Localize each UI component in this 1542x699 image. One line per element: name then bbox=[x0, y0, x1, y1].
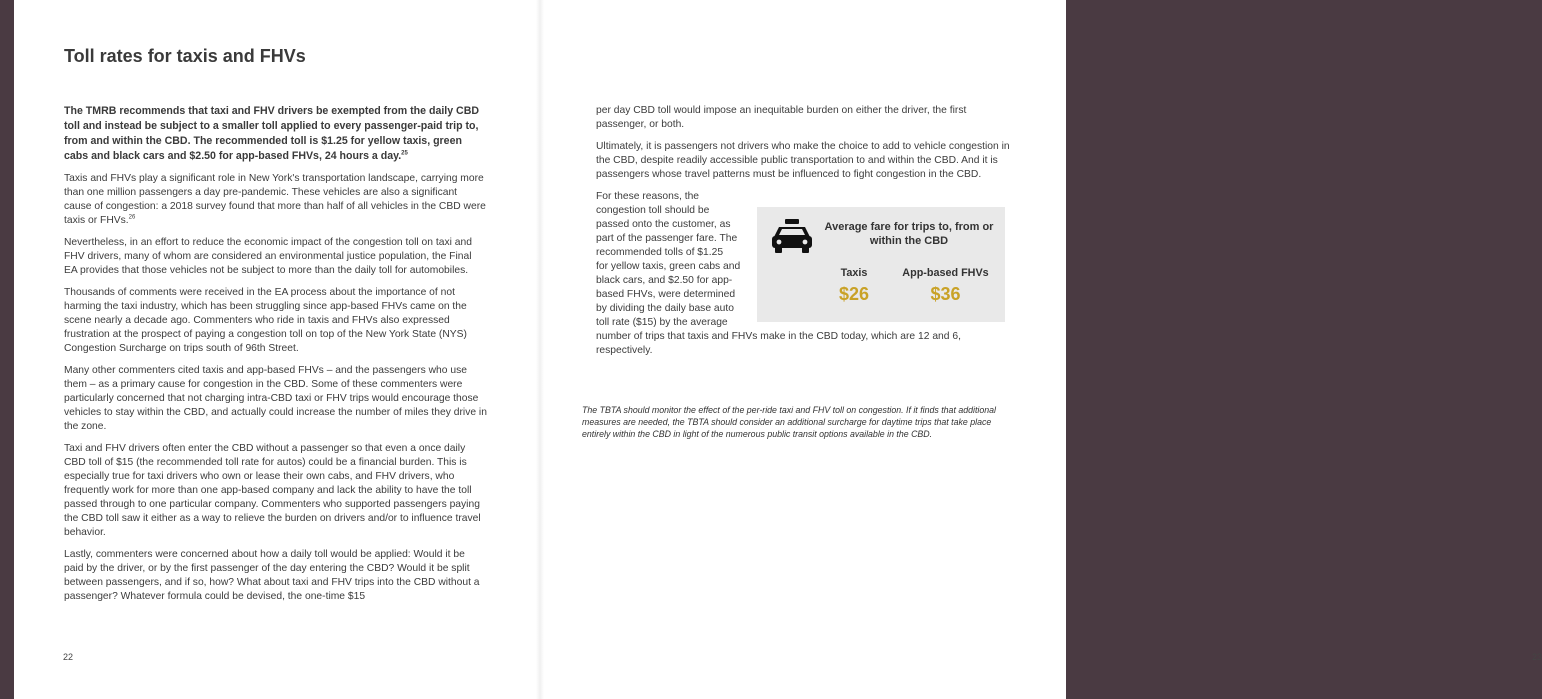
body-paragraph: Thousands of comments were received in the EA process about the importance of not harming the taxi industry, which has been struggling since app-based FHVs came on the scene nearly a decade ago. Commenters who ride in taxis and FHVs also expressed frustration at the prospect of paying a congestion toll on top of the New York State (NYS) Congestion Surcharge on trips south of 96th Street. bbox=[64, 287, 467, 354]
wrapped-line: black cars, and $2.50 for app- bbox=[596, 275, 733, 286]
page-title: Toll rates for taxis and FHVs bbox=[64, 46, 306, 66]
paragraph-continuation: number of trips that taxis and FHVs make in the CBD today, which are 12 and 6, respectively. bbox=[596, 331, 961, 356]
paragraph-text: Taxis and FHVs play a significant role in New York's transportation landscape, carrying more than one million passengers a day pre-pandemic. These vehicles are also a significant cause of congestion: a 2018 survey found that more than half of all vehicles in the CBD were taxis or FHVs. bbox=[64, 173, 486, 226]
body-paragraph bbox=[64, 172, 487, 228]
page-left bbox=[14, 0, 540, 699]
page-right bbox=[540, 0, 1542, 699]
wrapped-line: part of the passenger fare. The bbox=[596, 233, 738, 244]
wrapped-line: recommended tolls of $1.25 bbox=[596, 247, 724, 258]
lead-paragraph bbox=[64, 104, 487, 164]
average-fare-box bbox=[757, 207, 1005, 322]
body-paragraph: Nevertheless, in an effort to reduce the economic impact of the congestion toll on taxi and FHV drivers, many of whom are considered an environmental justice population, the Final EA provides that those vehicles not be subject to more than the daily toll for automobiles. bbox=[64, 237, 472, 276]
page-number: 23 bbox=[1532, 652, 1542, 662]
left-column bbox=[64, 104, 487, 612]
wrapped-line: based FHVs, were determined bbox=[596, 289, 736, 300]
body-paragraph: Ultimately, it is passengers not drivers who make the choice to add to vehicle congestion in the CBD, despite readily accessible public transportation to and within the CBD. And it is passengers whose travel patterns must be influenced to fight congestion in the CBD. bbox=[596, 141, 1010, 180]
wrapped-line: For these reasons, the bbox=[596, 191, 700, 202]
fare-box-title: Average fare for trips to, from or within the CBD bbox=[824, 221, 994, 247]
page-number: 22 bbox=[63, 652, 74, 662]
wrapped-line: congestion toll should be bbox=[596, 205, 710, 216]
footnote-ref: 26 bbox=[128, 214, 136, 221]
taxi-icon bbox=[770, 217, 814, 255]
wrapped-line: passed onto the customer, as bbox=[596, 219, 731, 230]
fhv-fare-value: $36 bbox=[930, 284, 961, 304]
body-paragraph: Lastly, commenters were concerned about how a daily toll would be applied: Would it be paid by the driver, or by the first passenger of the day entering the CBD? Would it be split between passengers, and if so, how? What about taxi and FHV trips into the CBD without a passenger? Whatever formula could be devised, the one-time $15 bbox=[64, 549, 480, 602]
fhv-fare-label: App-based FHVs bbox=[902, 267, 989, 279]
fhv-fare bbox=[877, 267, 1014, 305]
footnote-ref: 25 bbox=[401, 150, 408, 157]
wrapped-line: by dividing the daily base auto bbox=[596, 303, 734, 314]
lead-text: The TMRB recommends that taxi and FHV drivers be exempted from the daily CBD toll and instead be subject to a smaller toll applied to every passenger-paid trip to, from and within the CBD. The recommended toll is $1.25 for yellow taxis, green cabs and black cars and $2.50 for app-based FHVs, 24 hours a day. bbox=[64, 105, 480, 162]
taxi-fare-label: Taxis bbox=[840, 267, 868, 279]
document-spread bbox=[14, 0, 1542, 699]
recommendation-note: The TBTA should monitor the effect of the per-ride taxi and FHV toll on congestion. If it finds that additional measures are needed, the TBTA should consider an additional surcharge for daytime trips that take place entirely within the CBD in light of the numerous public transit options available in the CBD. bbox=[582, 405, 997, 440]
taxi-fare-value: $26 bbox=[838, 284, 870, 304]
body-paragraph: per day CBD toll would impose an inequitable burden on either the driver, the first passenger, or both. bbox=[596, 105, 967, 130]
wrapped-line: for yellow taxis, green cabs and bbox=[596, 261, 741, 272]
body-paragraph: Taxi and FHV drivers often enter the CBD without a passenger so that even a once daily CBD toll of $15 (the recommended toll rate for autos) could be a financial burden. This is especially true for taxi drivers who own or lease their own cabs, and FHV drivers, who frequently work for more than one app-based company and lack the ability to have the toll passed through to one particular company. Commenters who supported passengers paying the CBD toll saw it either as a way to relieve the burden on drivers and/or to influence travel behavior. bbox=[64, 443, 481, 538]
body-paragraph: Many other commenters cited taxis and app-based FHVs – and the passengers who use them – as a primary cause for congestion in the CBD. Some of these commenters were particularly concerned that not charging intra-CBD taxi or FHV trips would encourage those vehicles to stay within the CBD, and actually could increase the number of miles they drive in the zone. bbox=[64, 365, 487, 432]
wrapped-line: toll rate ($15) by the average bbox=[596, 317, 728, 328]
